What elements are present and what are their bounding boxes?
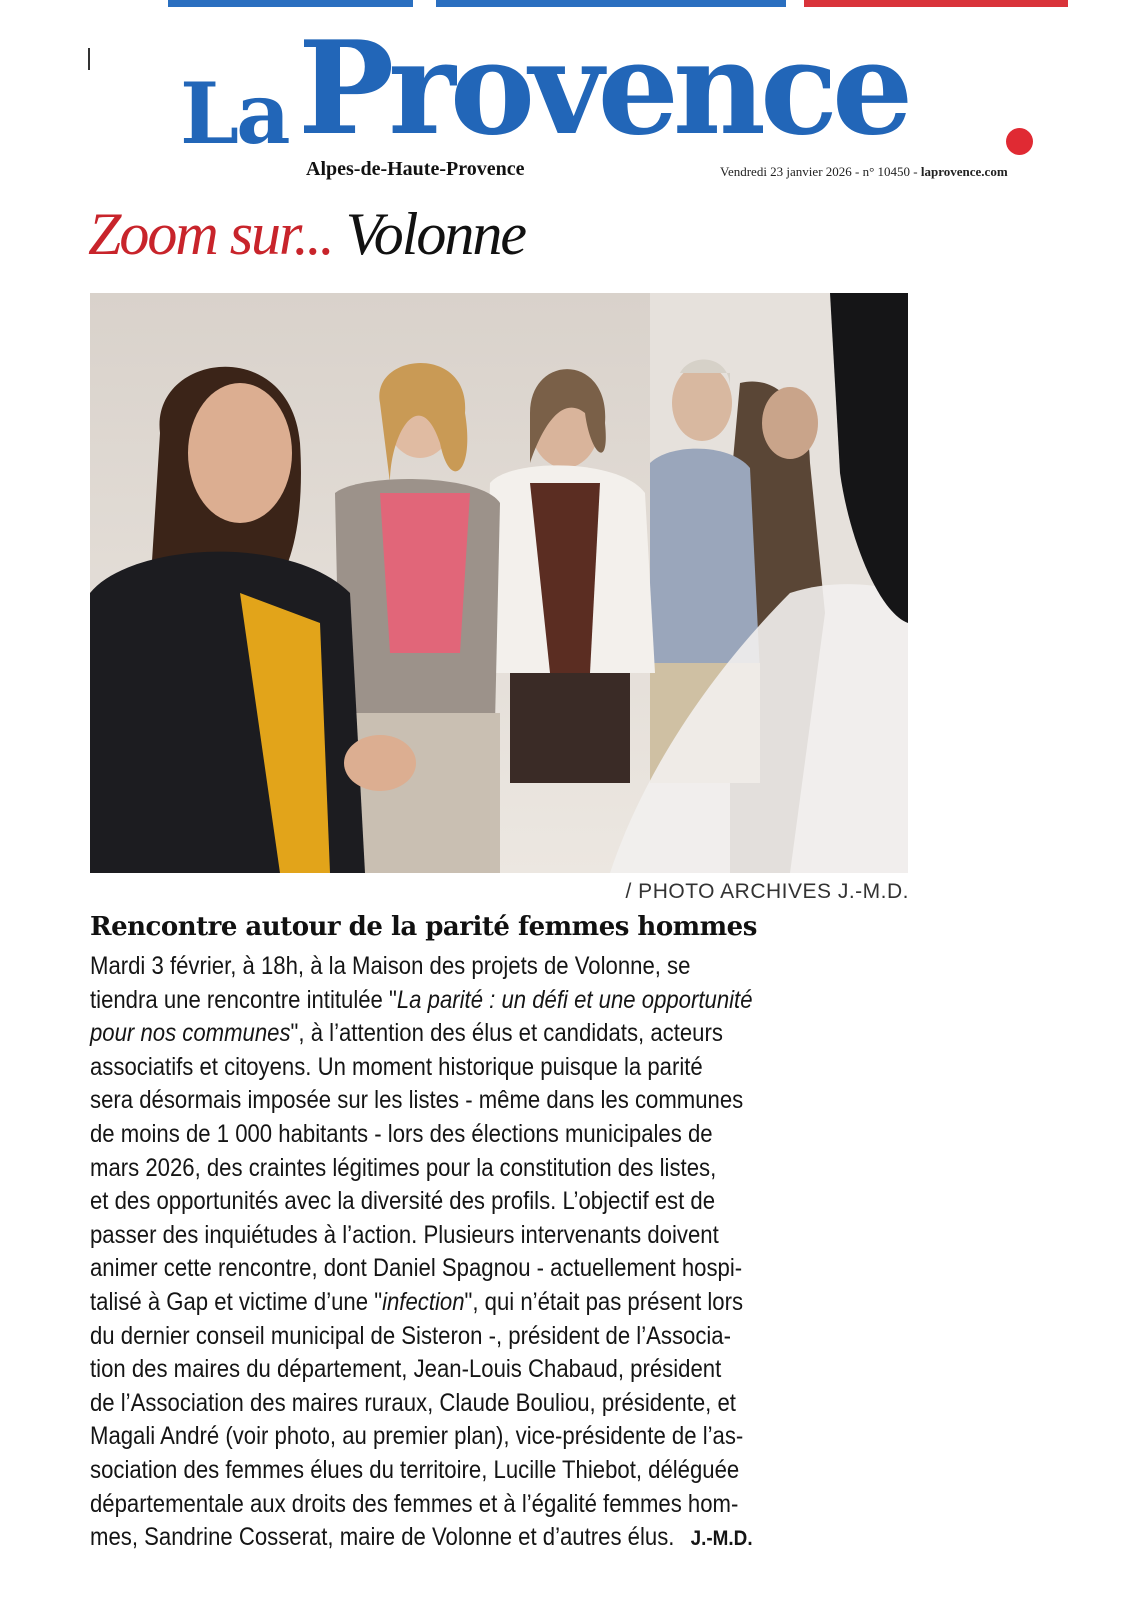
top-color-rules bbox=[168, 0, 1068, 8]
body-line: animer cette rencontre, dont Daniel Spagnou - actuellement hospi- bbox=[90, 1255, 743, 1283]
article-headline: Rencontre autour de la parité femmes hommes bbox=[90, 912, 757, 942]
body-line: talisé à Gap et victime d’une "infection", qui n’était pas présent lors bbox=[90, 1288, 744, 1316]
masthead bbox=[180, 14, 1060, 193]
section-place: Volonne bbox=[345, 201, 526, 267]
photo-illustration bbox=[90, 293, 908, 873]
body-line: tion des maires du département, Jean-Louis Chabaud, président bbox=[90, 1356, 722, 1384]
body-line: sociation des femmes élues du territoire, Lucille Thiebot, déléguée bbox=[90, 1456, 740, 1484]
logo-provence: Provence bbox=[298, 14, 908, 164]
section-prefix: Zoom sur... bbox=[88, 201, 333, 267]
body-line: de l’Association des maires ruraux, Claude Bouliou, présidente, et bbox=[90, 1389, 736, 1417]
logo-red-dot bbox=[1006, 128, 1033, 155]
body-line: départementale aux droits des femmes et à l’égalité femmes hom- bbox=[90, 1490, 739, 1518]
issue-date: Vendredi 23 janvier 2026 - n° 10450 - bbox=[720, 164, 918, 179]
logo-la: La bbox=[180, 64, 288, 163]
body-line: mes, Sandrine Cosserat, maire de Volonne et d’autres élus. J.-M.D. bbox=[90, 1524, 753, 1552]
body-line: et des opportunités avec la diversité des profils. L’objectif est de bbox=[90, 1188, 716, 1216]
body-line: pour nos communes", à l’attention des élus et candidats, acteurs bbox=[90, 1020, 723, 1048]
article-photo bbox=[90, 293, 908, 873]
red-rule-right bbox=[804, 0, 1068, 7]
dateline bbox=[720, 164, 1008, 180]
section-title bbox=[88, 200, 525, 269]
website: laprovence.com bbox=[920, 164, 1008, 179]
body-line: mars 2026, des craintes légitimes pour la constitution des listes, bbox=[90, 1154, 717, 1182]
body-line: passer des inquiétudes à l’action. Plusieurs intervenants doivent bbox=[90, 1221, 719, 1249]
article-body bbox=[90, 950, 828, 1556]
body-line: tiendra une rencontre intitulée "La parité : un défi et une opportunité bbox=[90, 986, 753, 1014]
edition-name: Alpes-de-Haute-Provence bbox=[306, 158, 525, 180]
margin-mark bbox=[88, 48, 90, 70]
body-line: associatifs et citoyens. Un moment historique puisque la parité bbox=[90, 1053, 703, 1081]
blue-rule-middle bbox=[436, 0, 786, 7]
body-line: Magali André (voir photo, au premier plan), vice-présidente de l’as- bbox=[90, 1423, 744, 1451]
blue-rule-left bbox=[168, 0, 413, 7]
body-line: de moins de 1 000 habitants - lors des élections municipales de bbox=[90, 1120, 713, 1148]
article-signature: J.-M.D. bbox=[690, 1527, 753, 1551]
body-line: du dernier conseil municipal de Sisteron -, président de l’Associa- bbox=[90, 1322, 731, 1350]
body-line: Mardi 3 février, à 18h, à la Maison des projets de Volonne, se bbox=[90, 953, 691, 980]
body-line: sera désormais imposée sur les listes - même dans les communes bbox=[90, 1087, 744, 1115]
photo-credit: / PHOTO ARCHIVES J.-M.D. bbox=[625, 880, 909, 903]
